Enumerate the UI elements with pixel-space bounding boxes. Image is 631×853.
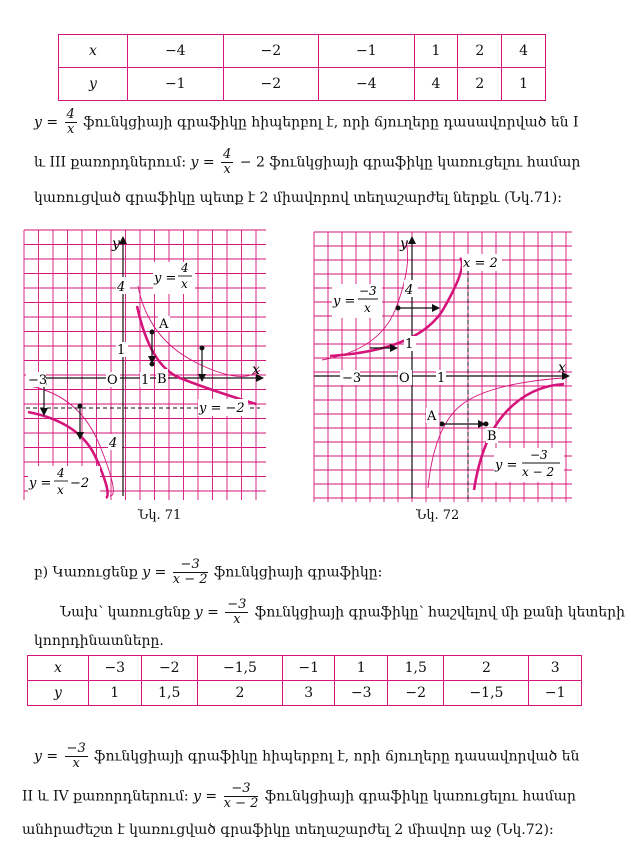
fraction: $\frac{-3}{x - 2}$ xyxy=(172,557,208,587)
fraction: $\frac{4}{x}$ xyxy=(66,107,75,137)
table1-y-cell: 1 xyxy=(502,68,546,101)
para2-line3: կոորդինատները. xyxy=(34,633,164,649)
table2-x-header: x xyxy=(28,656,89,681)
text: և III քառորդներում: xyxy=(34,154,187,171)
text: Նախ՝ կառուցենք xyxy=(60,604,191,621)
equation-text: y = xyxy=(142,564,167,581)
table1-x-cell: 4 xyxy=(502,35,546,68)
point-b-label: B xyxy=(487,429,497,444)
table2-y-cell: 1 xyxy=(89,681,142,706)
eq-den: x − 2 xyxy=(522,465,555,479)
equation-text: y = xyxy=(194,604,219,621)
table1-x-cell: 2 xyxy=(458,35,502,68)
fraction: $\frac{4}{x}$ xyxy=(223,147,232,177)
table1-y-cell: 4 xyxy=(414,68,458,101)
table1-y-cell: −1 xyxy=(128,68,224,101)
table2-x-cell: −1,5 xyxy=(198,656,283,681)
table1-y-cell: −4 xyxy=(319,68,415,101)
point-a-label: A xyxy=(159,317,169,332)
table2-y-cell: −3 xyxy=(335,681,388,706)
tick-label: 4 xyxy=(117,280,126,295)
table2-y-cell: −1 xyxy=(529,681,582,706)
para1-line2 xyxy=(34,148,580,177)
table2-x-cell: −3 xyxy=(89,656,142,681)
point-a xyxy=(150,330,155,335)
y-axis-arrow-icon xyxy=(408,236,416,244)
eq-den: x xyxy=(57,483,64,497)
equation-text: y = xyxy=(34,114,59,131)
text: ֆունկցիայի գրաֆիկը՝ հաշվելով մի քանի կետերի xyxy=(254,604,626,621)
tick-label: 1 xyxy=(405,337,414,352)
para1-line3: կառուցված գրաֆիկը պետք է 2 միավորով տեղաշարժել ներքև (Նկ.71): xyxy=(34,190,562,206)
eq-label: y = xyxy=(29,476,52,491)
tick-label: −3 xyxy=(342,371,362,386)
text: ֆունկցիայի գրաֆիկը հիպերբոլ է, որի ճյուղերը դասավորված են xyxy=(94,748,580,765)
fraction: $\frac{-3}{x}$ xyxy=(227,597,247,627)
point-a xyxy=(440,422,445,427)
point xyxy=(396,306,401,311)
fraction: $\frac{-3}{x - 2}$ xyxy=(223,781,259,811)
values-table-2 xyxy=(27,655,582,706)
table2-x-cell: 3 xyxy=(529,656,582,681)
table1-x-header: x xyxy=(59,35,128,68)
point-a-label: A xyxy=(427,409,437,424)
arrow-right-icon xyxy=(432,304,440,312)
eq-den: x xyxy=(364,301,371,315)
table2-x-cell: 1,5 xyxy=(388,656,444,681)
axis-y-label: y xyxy=(112,236,120,252)
eq-tail: −2 xyxy=(70,476,90,491)
point-b xyxy=(484,422,489,427)
table1-y-cell: −2 xyxy=(223,68,319,101)
table2-x-cell: −1 xyxy=(282,656,335,681)
origin-label: O xyxy=(107,373,118,388)
table1-x-cell: −1 xyxy=(319,35,415,68)
para3-line1 xyxy=(34,742,579,771)
asymptote-label: y = −2 xyxy=(199,401,245,416)
table2-y-cell: 2 xyxy=(198,681,283,706)
para2-line1 xyxy=(34,558,382,587)
eq-label: y = xyxy=(154,271,177,286)
table2-y-cell: −1,5 xyxy=(444,681,529,706)
eq-num: 4 xyxy=(57,466,65,480)
table2-x-cell: −2 xyxy=(141,656,197,681)
equation-text: y = xyxy=(193,788,218,805)
figure-71-caption: Նկ. 71 xyxy=(138,508,182,523)
text: − 2 ֆունկցիայի գրաֆիկը կառուցելու համար xyxy=(239,154,581,171)
tick-label: 1 xyxy=(117,343,126,358)
text: II և IV քառորդներում: xyxy=(22,788,189,805)
eq-den: x xyxy=(181,277,188,291)
point-b-label: B xyxy=(157,372,167,387)
table2-y-cell: 3 xyxy=(282,681,335,706)
eq-label: y = xyxy=(333,294,356,309)
eq-label: y = xyxy=(495,458,518,473)
text: ֆունկցիայի գրաֆիկը կառուցելու համար xyxy=(264,788,576,805)
tick-label: 1 xyxy=(437,371,446,386)
eq-num: 4 xyxy=(181,261,189,275)
equation-text: y = xyxy=(34,748,59,765)
text: ֆունկցիայի գրաֆիկը հիպերբոլ է, որի ճյուղերը դասավորված են I xyxy=(83,114,579,131)
para1-line1 xyxy=(34,108,579,137)
table2-x-cell: 2 xyxy=(444,656,529,681)
axis-x-label: x xyxy=(252,362,260,378)
tick-label: 1 xyxy=(141,373,150,388)
table2-y-cell: −2 xyxy=(388,681,444,706)
eq-num: −3 xyxy=(359,284,377,298)
point xyxy=(78,404,83,409)
origin-label: O xyxy=(399,371,410,386)
table2-x-cell: 1 xyxy=(335,656,388,681)
table1-x-cell: −2 xyxy=(223,35,319,68)
text: ֆունկցիայի գրաֆիկը: xyxy=(213,564,383,581)
figure-72-caption: Նկ. 72 xyxy=(416,508,460,523)
tick-label: −3 xyxy=(28,373,48,388)
tick-label: 4 xyxy=(109,436,118,451)
asymptote-label: x = 2 xyxy=(463,256,498,271)
fraction: $\frac{-3}{x}$ xyxy=(66,741,86,771)
equation-text: y = xyxy=(190,154,215,171)
grid xyxy=(24,230,266,500)
eq-num: −3 xyxy=(530,448,548,462)
figure-71 xyxy=(20,226,270,502)
axis-y-label: y xyxy=(400,236,408,252)
table2-y-cell: 1,5 xyxy=(141,681,197,706)
table1-x-cell: −4 xyxy=(128,35,224,68)
table1-y-header: y xyxy=(59,68,128,101)
table2-y-header: y xyxy=(28,681,89,706)
para3-line2 xyxy=(22,782,576,811)
table1-x-cell: 1 xyxy=(414,35,458,68)
para3-line3: անհրաժեշտ է կառուցված գրաֆիկը տեղաշարժել 2 միավոր աջ (Նկ.72): xyxy=(22,822,554,838)
para2-line2 xyxy=(60,598,625,627)
table1-y-cell: 2 xyxy=(458,68,502,101)
axis-x-label: x xyxy=(558,360,566,376)
text: բ) Կառուցենք xyxy=(34,564,138,581)
figure-72 xyxy=(310,228,576,504)
point xyxy=(200,346,205,351)
point-b xyxy=(150,362,155,367)
values-table-1 xyxy=(58,34,546,101)
tick-label: 4 xyxy=(405,283,414,298)
